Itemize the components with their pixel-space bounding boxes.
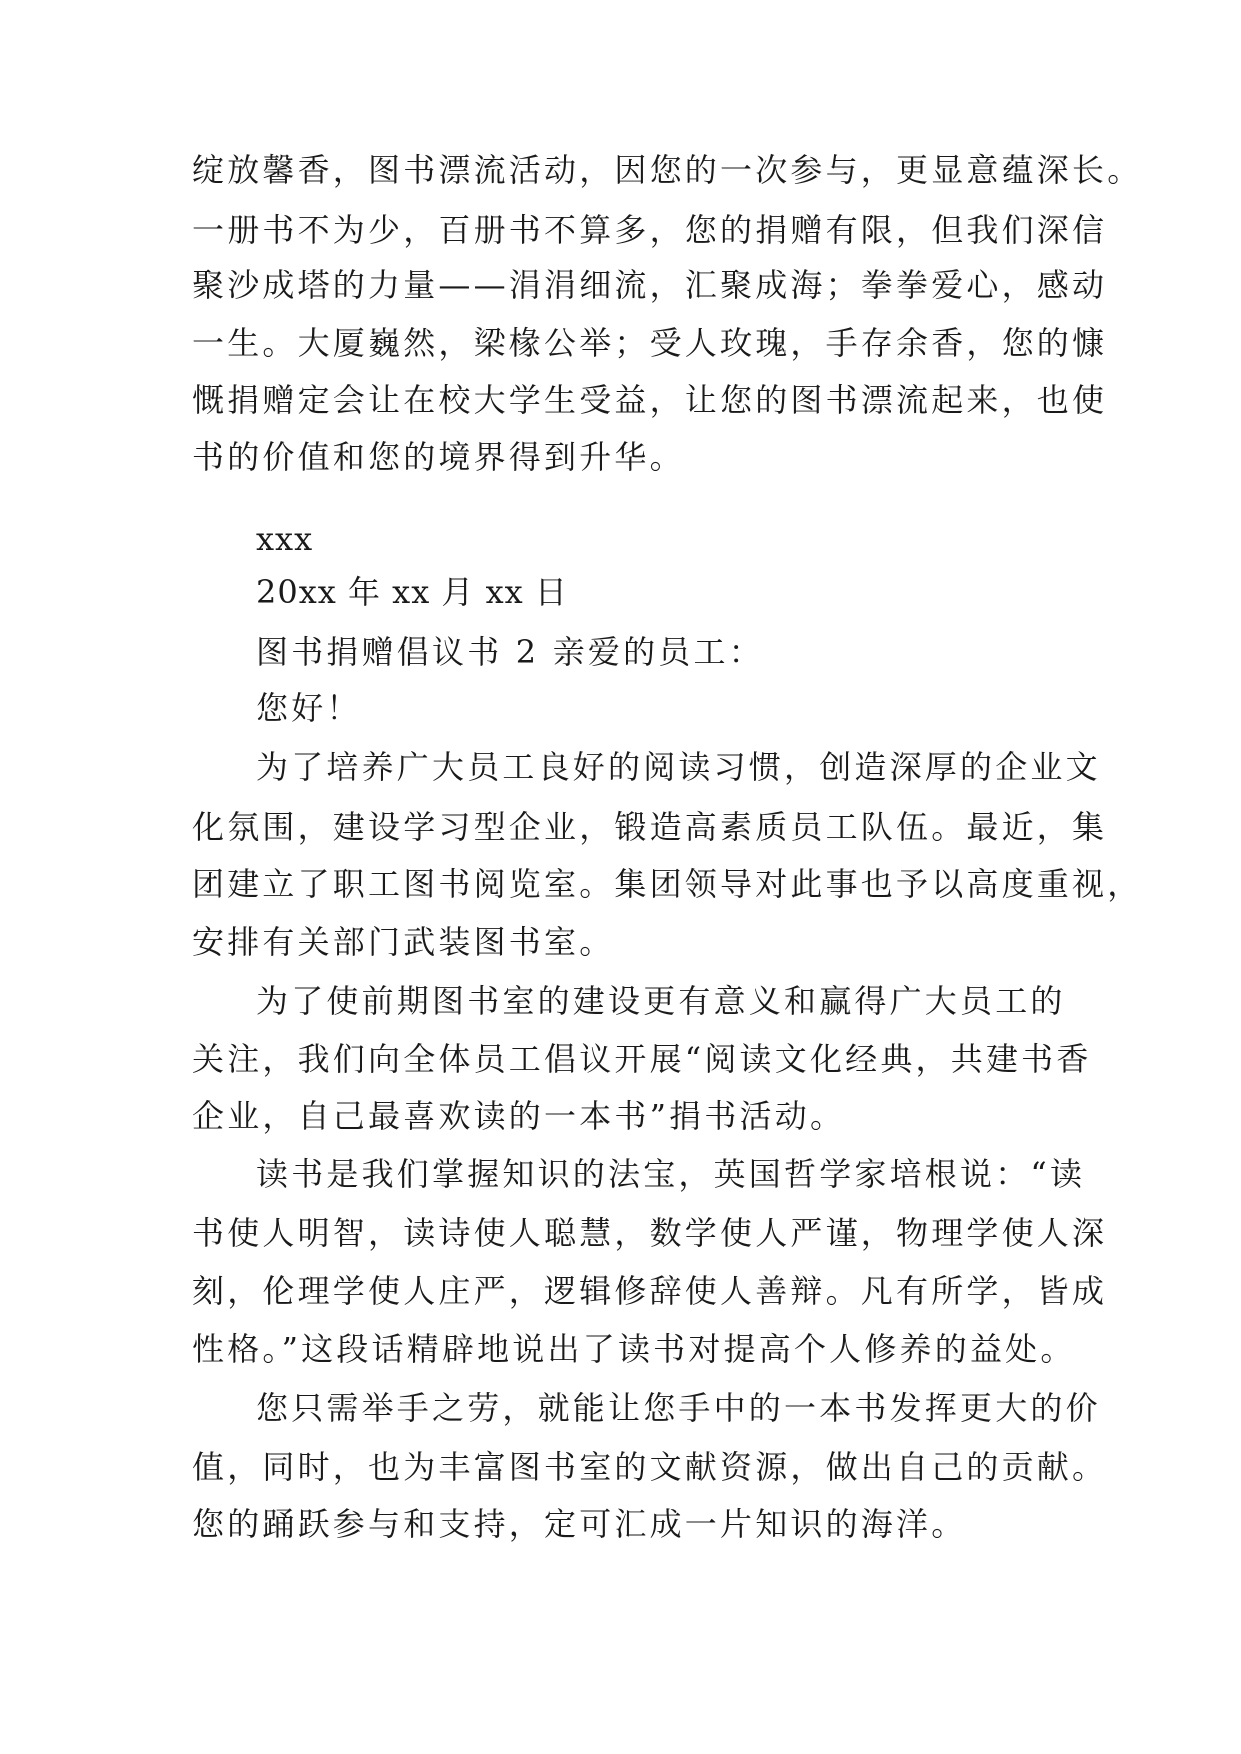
body-text-line: 绽放馨香，图书漂流活动，因您的一次参与，更显意蕴深长。 (192, 151, 1143, 189)
body-text-line: 企业，自己最喜欢读的一本书”捐书活动。 (192, 1097, 846, 1135)
section-heading: 图书捐赠倡议书 2 亲爱的员工： (256, 633, 764, 671)
greeting: 您好！ (256, 689, 362, 727)
paragraph-first-line: 为了培养广大员工良好的阅读习惯，创造深厚的企业文 (256, 748, 1101, 786)
body-text-line: 团建立了职工图书阅览室。集团领导对此事也予以高度重视， (192, 865, 1143, 903)
body-text-line: 化氛围，建设学习型企业，锻造高素质员工队伍。最近，集 (192, 808, 1108, 846)
paragraph-first-line: 您只需举手之劳，就能让您手中的一本书发挥更大的价 (256, 1389, 1101, 1427)
body-text-line: 您的踊跃参与和支持，定可汇成一片知识的海洋。 (192, 1505, 967, 1543)
body-text-line: 聚沙成塔的力量——涓涓细流，汇聚成海；拳拳爱心，感动 (192, 266, 1108, 304)
paragraph-first-line: 读书是我们掌握知识的法宝，英国哲学家培根说：“读 (256, 1155, 1086, 1193)
body-text-line: 一生。大厦巍然，梁椽公举；受人玫瑰，手存余香，您的慷 (192, 324, 1108, 362)
body-text-line: 性格。”这段话精辟地说出了读书对提高个人修养的益处。 (192, 1330, 1076, 1368)
body-text-line: 书使人明智，读诗使人聪慧，数学使人严谨，物理学使人深 (192, 1214, 1108, 1252)
signature-name: xxx (256, 520, 314, 558)
signature-date: 20xx 年 xx 月 xx 日 (256, 573, 568, 611)
paragraph-first-line: 为了使前期图书室的建设更有意义和赢得广大员工的 (256, 982, 1066, 1020)
body-text-line: 值，同时，也为丰富图书室的文献资源，做出自己的贡献。 (192, 1448, 1108, 1486)
body-text-line: 慨捐赠定会让在校大学生受益，让您的图书漂流起来，也使 (192, 381, 1108, 419)
body-text-line: 安排有关部门武装图书室。 (192, 923, 615, 961)
body-text-line: 一册书不为少，百册书不算多，您的捐赠有限，但我们深信 (192, 211, 1108, 249)
body-text-line: 书的价值和您的境界得到升华。 (192, 438, 685, 476)
body-text-line: 刻，伦理学使人庄严，逻辑修辞使人善辩。凡有所学，皆成 (192, 1272, 1108, 1310)
body-text-line: 关注，我们向全体员工倡议开展“阅读文化经典，共建书香 (192, 1040, 1092, 1078)
